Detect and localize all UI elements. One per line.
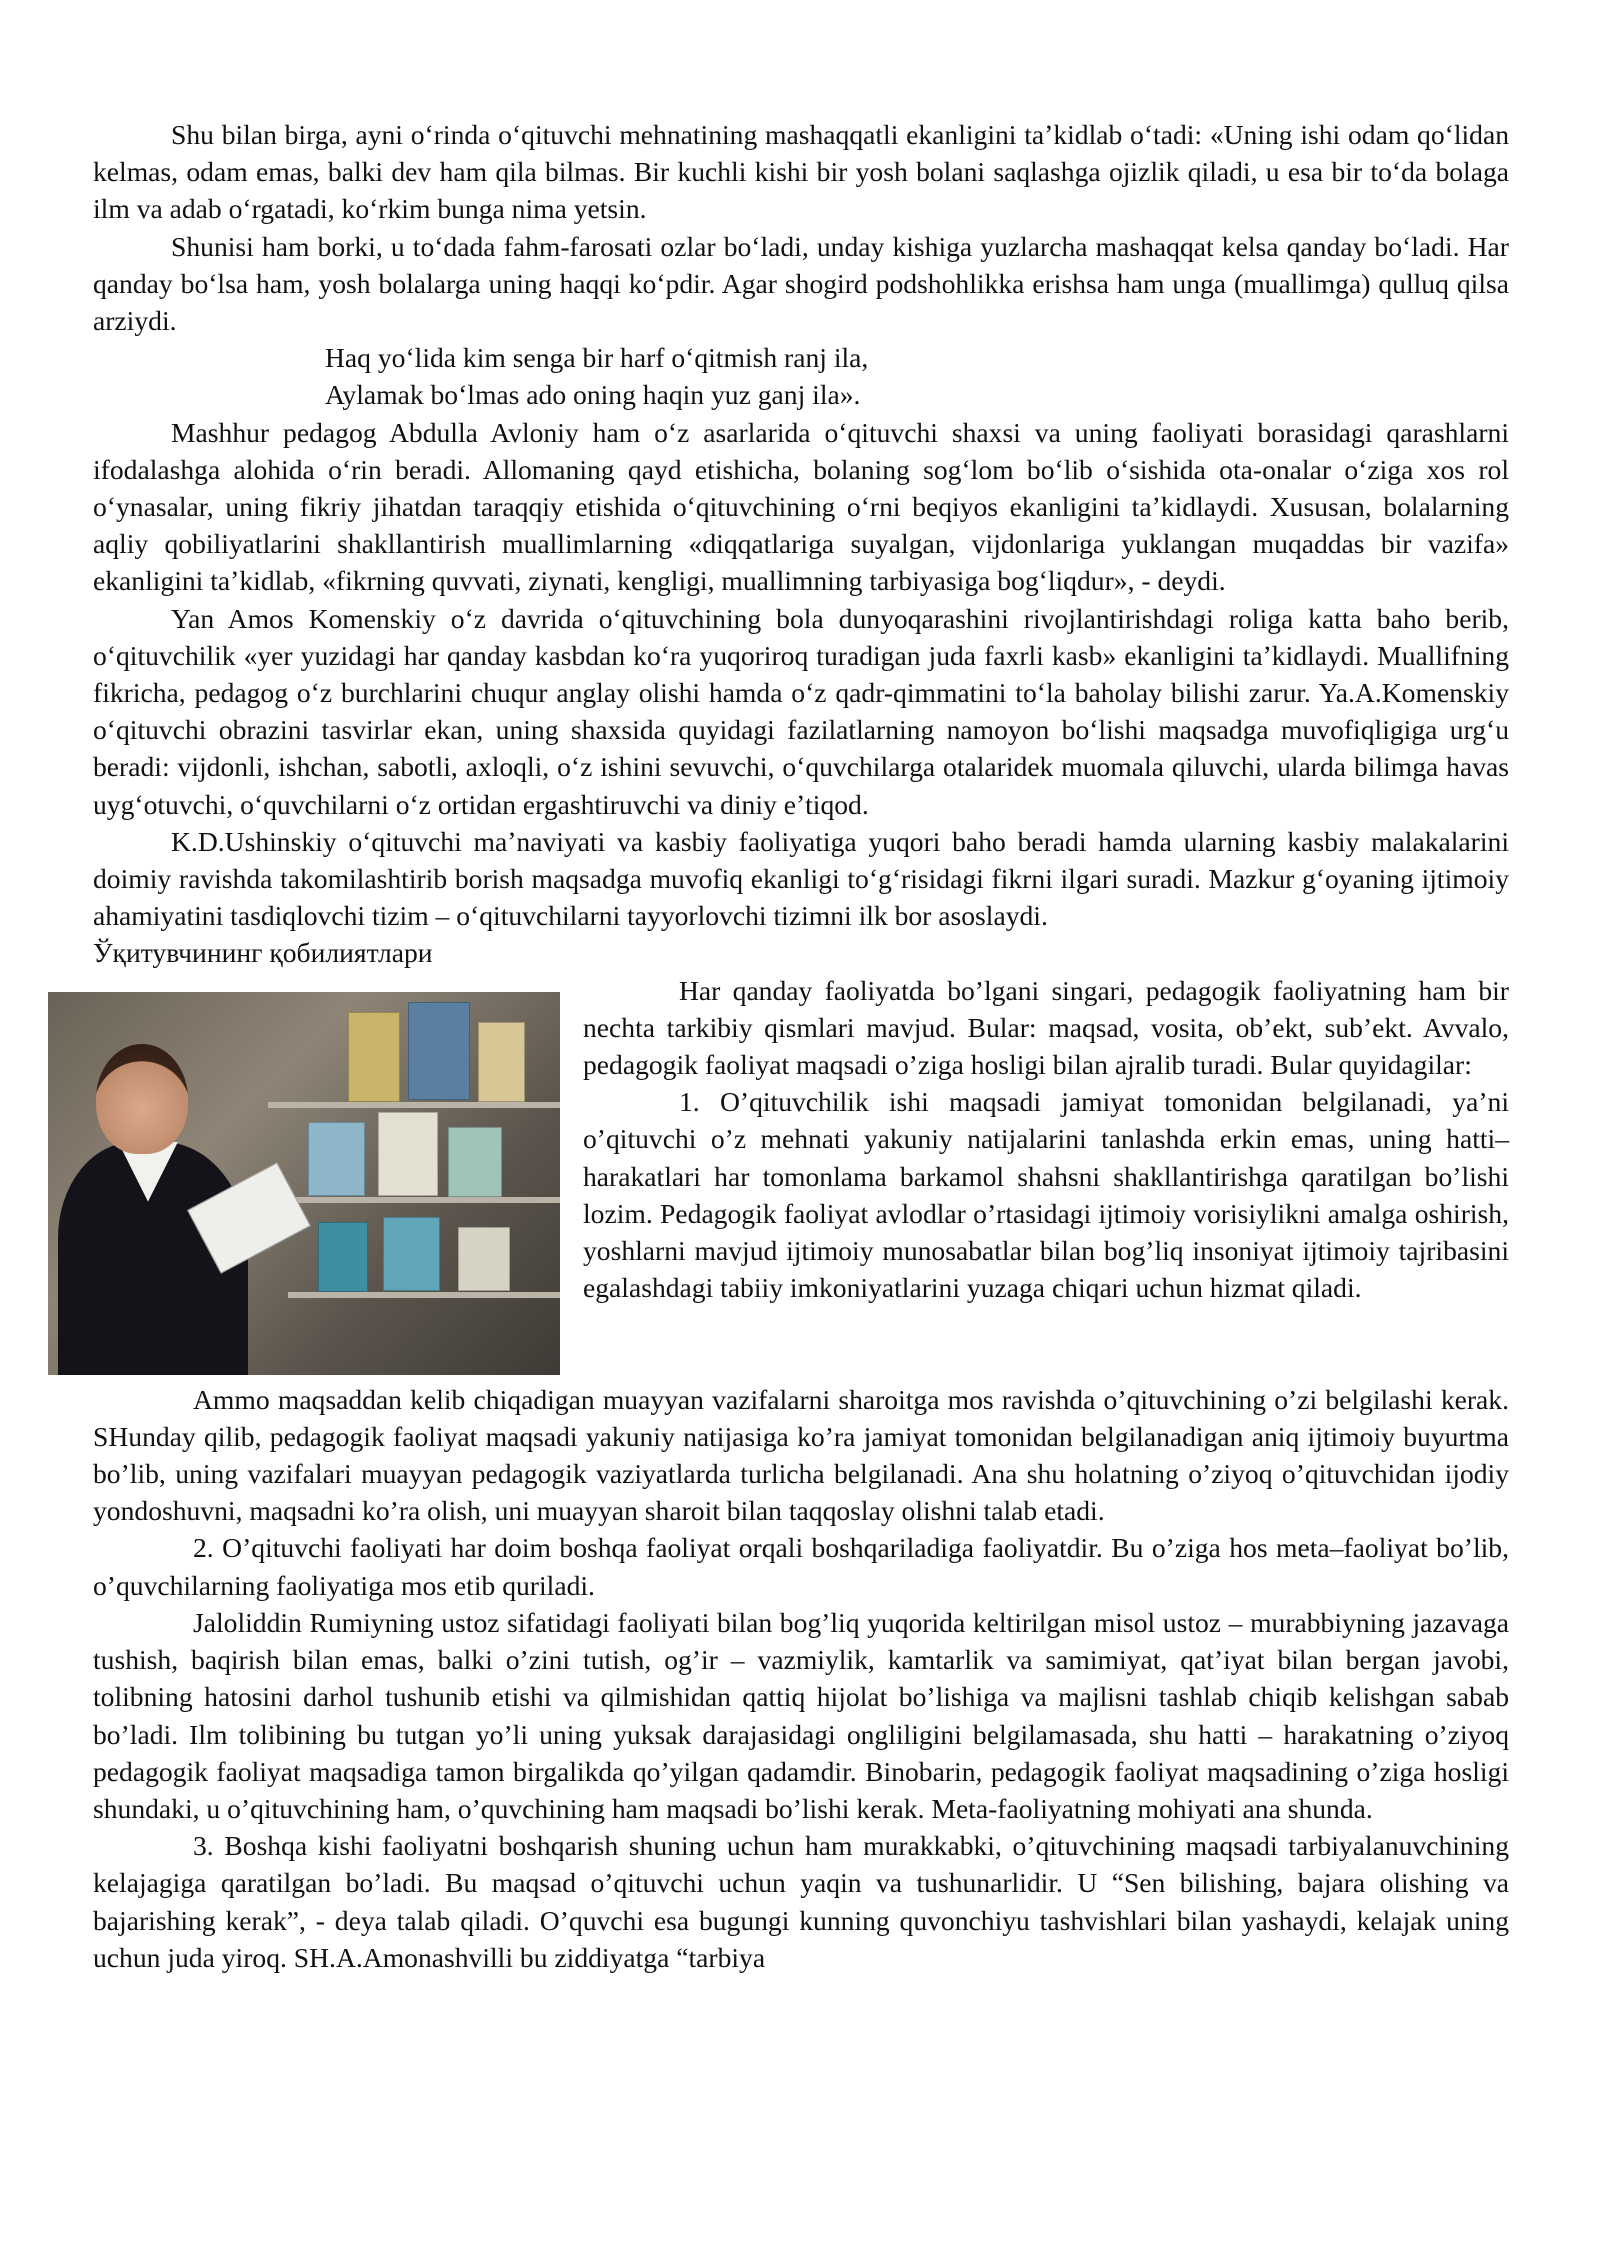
- paragraph: Yan Amos Komenskiy oʻz davrida oʻqituvchining bola dunyoqarashini rivojlantirishdagi roliga katta baho berib, oʻqituvchilik «yer yuzidagi har qanday kasbdan koʻra yuqoriroq turadigan juda faxrli kasb» ekanligini taʼkidlaydi. Muallifning fikricha, pedagog oʻz burchlarini chuqur anglay olishi hamda oʻz qadr-qimmatini toʻla baholay bilishi zarur. Ya.A.Komenskiy oʻqituvchi obrazini tasvirlar ekan, uning shaxsida quyidagi fazilatlarning namoyon boʻlishi maqsadga muvofiqligiga urgʻu beradi: vijdonli, ishchan, sabotli, axloqli, oʻz ishini sevuvchi, oʻquvchilarga otalaridek muomala qiluvchi, ularda bilimga havas uygʻotuvchi, oʻquvchilarni oʻz ortidan ergashtiruvchi va diniy eʼtiqod.: [93, 602, 1509, 820]
- paragraph: Mashhur pedagog Abdulla Avloniy ham oʻz asarlarida oʻqituvchi shaxsi va uning faoliyati borasidagi qarashlarni ifodalashga alohida oʻrin beradi. Allomaning qayd etishicha, bolaning sogʻlom boʻlib oʻsishida ota-onalar oʻziga xos rol oʻynasalar, uning fikriy jihatdan taraqqiy etishida oʻqituvchining oʻrni beqiyos ekanligini taʼkidlaydi. Xususan, bolalarning aqliy qobiliyatlarini shakllantirish muallimlarning «diqqatlariga suyalgan, vijdonlariga yuklangan muqaddas bir vazifa» ekanligini taʼkidlab, «fikrning quvvati, ziynati, kengligi, muallimning tarbiyasiga bogʻliqdur», - deydi.: [93, 416, 1509, 597]
- image-wrap-section: [93, 972, 1509, 1381]
- teacher-photo: [48, 992, 560, 1375]
- poem-line: Haq yoʻlida kim senga bir harf oʻqitmish ranj ila,: [325, 342, 869, 374]
- section-heading: Ўқитувчининг қобилиятлари: [93, 937, 433, 969]
- poem-line: Aylamak boʻlmas ado oning haqin yuz ganj ila».: [325, 379, 861, 411]
- paragraph: Ammo maqsaddan kelib chiqadigan muayyan vazifalarni sharoitga mos ravishda o’qituvchining o’zi belgilashi kerak. SHunday qilib, pedagogik faoliyat maqsadi yakuniy natijasiga ko’ra jamiyat tomonidan belgilanadigan aniq ijtimoiy buyurtma bo’lib, uning vazifalari muayyan pedagogik vaziyatlarda turlicha belgilanadi. Ana shu holatning o’ziyoq o’qituvchidan ijodiy yondoshuvni, maqsadni ko’ra olish, uni muayyan sharoit bilan taqqoslay olishni talab etadi.: [93, 1383, 1509, 1527]
- paragraph: 1. O’qituvchilik ishi maqsadi jamiyat tomonidan belgilanadi, ya’ni o’qituvchi o’z mehnati yakuniy natijalarini tanlashda erkin emas, uning hatti–harakatlari har tomonlama barkamol shahsni shakllantirishga qaratilgan bo’lishi lozim. Pedagogik faoliyat avlodlar o’rtasidagi ijtimoiy vorisiylikni amalga oshirish, yoshlarni mavjud ijtimoiy munosabatlar bilan bog’liq insoniyat ijtimoiy tajribasini egalashdagi tabiiy imkoniyatlarini yuzaga chiqari uchun hizmat qiladi.: [583, 1086, 1509, 1304]
- paragraph: Har qanday faoliyatda bo’lgani singari, pedagogik faoliyatning ham bir nechta tarkibiy qismlari mavjud. Bular: maqsad, vosita, ob’ekt, sub’ekt. Avvalo, pedagogik faoliyat maqsadi o’ziga hosligi bilan ajralib turadi. Bular quyidagilar:: [583, 974, 1509, 1081]
- paragraph: 3. Boshqa kishi faoliyatni boshqarish shuning uchun ham murakkabki, o’qituvchining maqsadi tarbiyalanuvchining kelajagiga qaratilgan bo’ladi. Bu maqsad o’qituvchi uchun yaqin va tushunarlidir. U “Sen bilishing, bajara olishing va bajarishing kerak”, - deya talab qiladi. O’quvchi esa bugungi kunning quvonchiyu tashvishlari bilan yashaydi, kelajak uning uchun juda yiroq. SH.A.Amonashvilli bu ziddiyatga “tarbiya: [93, 1830, 1509, 1973]
- paragraph: Shu bilan birga, ayni oʻrinda oʻqituvchi mehnatining mashaqqatli ekanligini taʼkidlab oʻtadi: «Uning ishi odam qoʻlidan kelmas, odam emas, balki dev ham qila bilmas. Bir kuchli kishi bir yosh bolani saqlashga ojizlik qiladi, u esa bir toʻda bolaga ilm va adab oʻrgatadi, koʻrkim bunga nima yetsin.: [93, 119, 1509, 225]
- paragraph: 2. O’qituvchi faoliyati har doim boshqa faoliyat orqali boshqariladiga faoliyatdir. Bu o’ziga hos meta–faoliyat bo’lib, o’quvchilarning faoliyatiga mos etib quriladi.: [93, 1532, 1509, 1601]
- paragraph: Shunisi ham borki, u toʻdada fahm-farosati ozlar boʻladi, unday kishiga yuzlarcha mashaqqat kelsa qanday boʻladi. Har qanday boʻlsa ham, yosh bolalarga uning haqqi koʻpdir. Agar shogird podshohlikka erishsa ham unga (muallimga) qulluq qilsa arziydi.: [93, 230, 1509, 337]
- paragraph: K.D.Ushinskiy oʻqituvchi maʼnaviyati va kasbiy faoliyatiga yuqori baho beradi hamda ularning kasbiy malakalarini doimiy ravishda takomilashtirib borish maqsadga muvofiq ekanligi toʻgʻrisidagi fikrni ilgari suradi. Mazkur gʻoyaning ijtimoiy ahamiyatini tasdiqlovchi tizim – oʻqituvchilarni tayyorlovchi tizimni ilk bor asoslaydi.: [93, 825, 1509, 932]
- document-page: [93, 116, 1509, 1976]
- wrap-text-column: [583, 972, 1509, 1307]
- paragraph: Jaloliddin Rumiyning ustoz sifatidagi faoliyati bilan bog’liq yuqorida keltirilgan misol ustoz – murabbiyning jazavaga tushish, baqirish bilan emas, balki o’zini tutish, og’ir – vazmiylik, kamtarlik va samimiyat, qat’iyat bilan bergan javobi, tolibning hatosini darhol tushunib etishi va qilmishidan qattiq hijolat bo’lishiga va majlisni tashlab chiqib kelishgan sabab bo’ladi. Ilm tolibining bu tutgan yo’li uning yuksak darajasidagi ongliligini belgilamasada, shu hatti – harakatning o’ziyoq pedagogik faoliyat maqsadiga tamon birgalikda qo’yilgan qadamdir. Binobarin, pedagogik faoliyat maqsadining o’ziga hosligi shundaki, u o’qituvchining ham, o’quvchining ham maqsadi bo’lishi kerak. Meta-faoliyatning mohiyati ana shunda.: [93, 1606, 1509, 1824]
